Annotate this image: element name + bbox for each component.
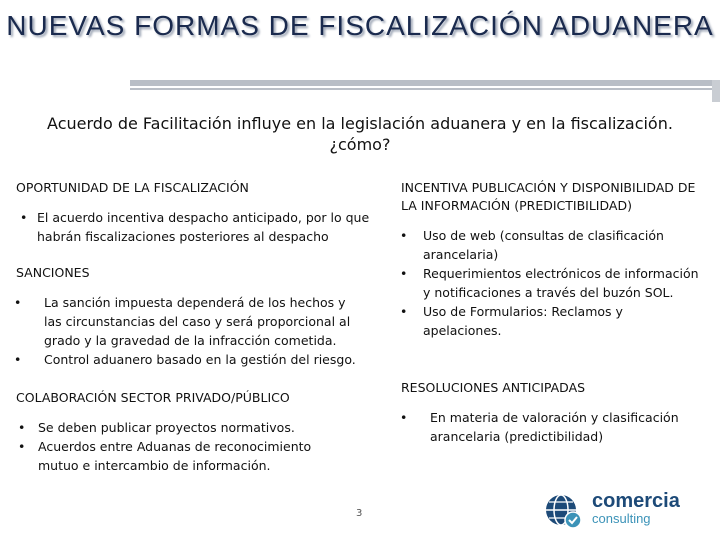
slide-subtitle: Acuerdo de Facilitación influye en la legislación aduanera y en la fiscalización. ¿cómo? bbox=[47, 114, 673, 154]
page-title: NUEVAS FORMAS DE FISCALIZACIÓN ADUANERA bbox=[6, 10, 714, 41]
bullet-icon: • bbox=[400, 410, 408, 425]
globe-check-icon bbox=[542, 490, 584, 530]
collaboration-heading: COLABORACIÓN SECTOR PRIVADO/PÚBLICO bbox=[16, 390, 290, 405]
bullet-icon: • bbox=[14, 352, 22, 367]
bullet-icon: • bbox=[400, 266, 408, 281]
title-rule-corner bbox=[712, 80, 720, 102]
list-item: • Acuerdos entre Aduanas de reconocimiento mutuo e intercambio de información. bbox=[18, 439, 312, 473]
list-item: • Control aduanero basado en la gestión del riesgo. bbox=[14, 352, 356, 367]
collaboration-list bbox=[18, 418, 348, 475]
publication-list bbox=[400, 226, 700, 340]
bullet-icon: • bbox=[400, 304, 408, 319]
list-item: • Uso de web (consultas de clasificación arancelaria) bbox=[400, 228, 664, 262]
list-item: • Requerimientos electrónicos de información y notificaciones a través del buzón SOL. bbox=[400, 266, 699, 300]
publication-heading: INCENTIVA PUBLICACIÓN Y DISPONIBILIDAD DE LA INFORMACIÓN (PREDICTIBILIDAD) bbox=[401, 180, 696, 213]
logo-sub-text: consulting bbox=[592, 511, 651, 526]
bullet-icon: • bbox=[18, 439, 26, 454]
list-item: • Uso de Formularios: Reclamos y apelaciones. bbox=[400, 304, 623, 338]
opportunity-heading: OPORTUNIDAD DE LA FISCALIZACIÓN bbox=[16, 180, 249, 195]
list-item: • Se deben publicar proyectos normativos. bbox=[18, 420, 295, 435]
title-rule bbox=[130, 80, 720, 86]
title-rule-thin bbox=[130, 88, 720, 90]
logo-wordmark bbox=[592, 491, 680, 526]
opportunity-list bbox=[20, 208, 370, 246]
logo-main-text: comercia bbox=[592, 490, 680, 512]
rulings-heading: RESOLUCIONES ANTICIPADAS bbox=[401, 380, 586, 395]
rulings-list bbox=[400, 408, 700, 446]
sanctions-heading: SANCIONES bbox=[16, 265, 90, 280]
sanctions-list bbox=[14, 293, 364, 369]
bullet-icon: • bbox=[400, 228, 408, 243]
list-item: • En materia de valoración y clasificación arancelaria (predictibilidad) bbox=[400, 410, 679, 444]
page-number: 3 bbox=[356, 508, 363, 519]
bullet-icon: • bbox=[14, 295, 22, 310]
list-item: • El acuerdo incentiva despacho anticipado, por lo que habrán fiscalizaciones posteriores al despacho bbox=[20, 210, 370, 244]
list-item: • La sanción impuesta dependerá de los hechos y las circunstancias del caso y será proporcional al grado y la gravedad de la infracción cometida. bbox=[14, 295, 351, 348]
bullet-icon: • bbox=[18, 420, 26, 435]
bullet-icon: • bbox=[20, 210, 28, 225]
